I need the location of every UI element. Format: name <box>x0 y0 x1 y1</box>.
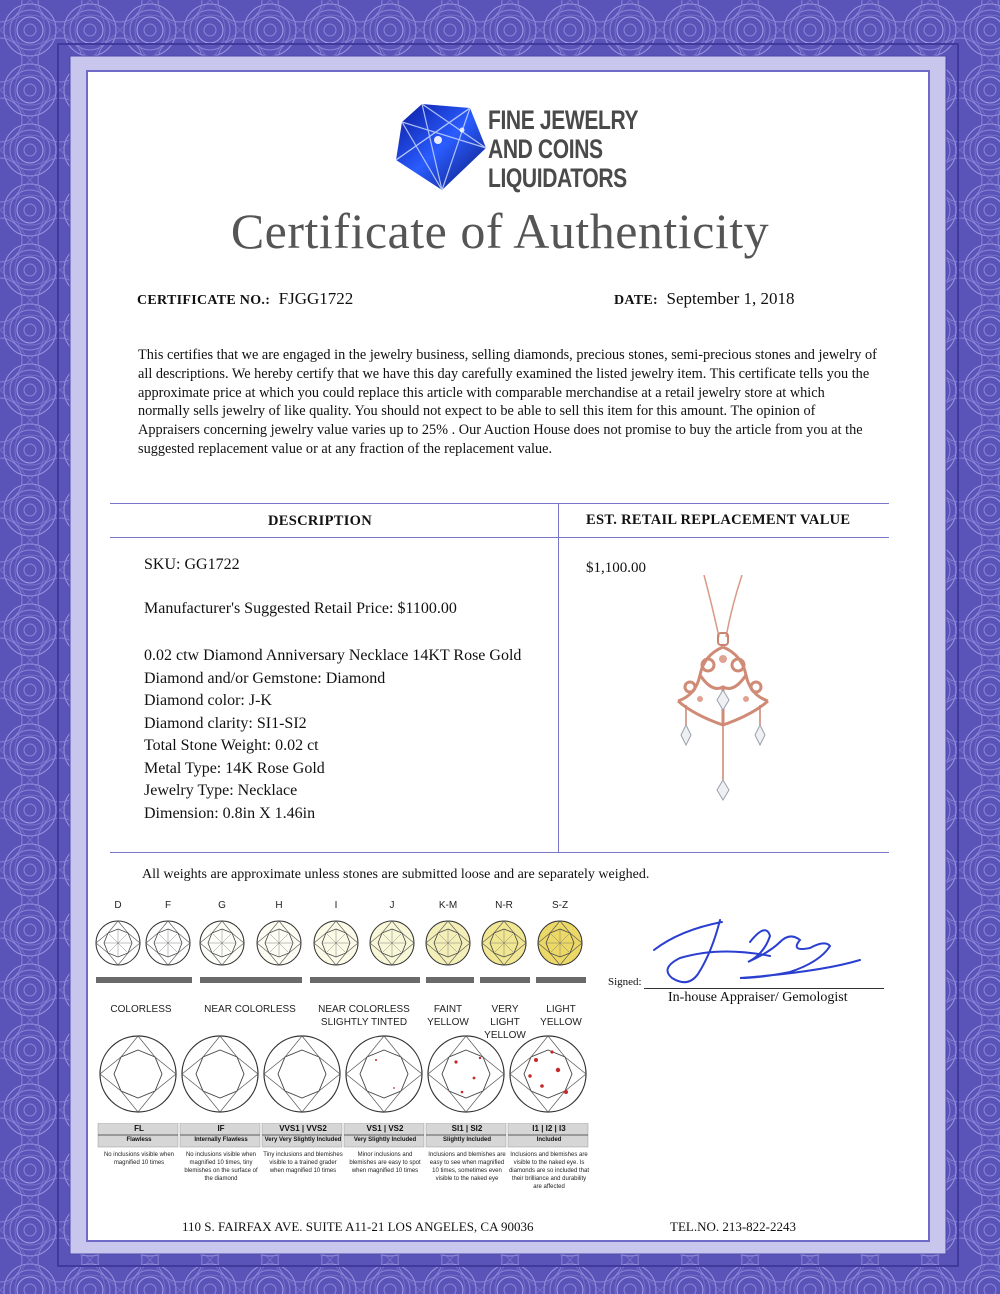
table-top-rule <box>110 503 889 504</box>
clarity-grade: I1 | I2 | I3 <box>532 1124 566 1133</box>
logo-line-3: LIQUIDATORS <box>488 163 627 193</box>
color-category <box>98 1003 184 1016</box>
color-category-line: COLORLESS <box>110 1004 172 1015</box>
page-title: Certificate of Authenticity <box>230 203 770 259</box>
color-grade-label: H <box>275 900 283 911</box>
clarity-scale-diamonds <box>96 1030 592 1124</box>
certificate-date <box>614 289 794 309</box>
color-category-line: YELLOW <box>540 1017 582 1028</box>
sku: SKU: GG1722 <box>144 556 240 573</box>
clarity-grade: VS1 | VS2 <box>366 1124 404 1133</box>
color-category <box>198 1003 302 1016</box>
color-category-line: SLIGHTLY TINTED <box>320 1017 408 1028</box>
diamond-color-h-icon <box>257 921 301 965</box>
clarity-grade: FL <box>134 1124 144 1133</box>
clarity-description: No inclusions visible when magnified 10 times, tiny blemishes on the surface of the diamond <box>184 1152 258 1182</box>
footer-address: 110 S. FAIRFAX AVE. SUITE A11-21 LOS ANGELES, CA 90036 <box>182 1219 534 1234</box>
company-logo-text <box>488 106 638 193</box>
color-category-line: LIGHT <box>546 1004 576 1015</box>
clarity-vvs-icon <box>264 1036 340 1112</box>
clarity-name: Slightly Included <box>442 1137 491 1143</box>
color-grade-label: J <box>389 900 395 911</box>
clarity-name: Included <box>536 1137 562 1143</box>
clarity-vs-icon <box>346 1036 422 1112</box>
color-category <box>308 1003 420 1029</box>
diamond-color-j-icon <box>370 921 414 965</box>
color-grade-label: N-R <box>495 900 513 911</box>
color-grade-label: S-Z <box>551 900 569 911</box>
color-grade-label: I <box>334 900 338 911</box>
color-category <box>534 1003 588 1029</box>
diamond-color-sz-icon <box>538 921 582 965</box>
description-line: Diamond color: J-K <box>144 692 272 709</box>
diamond-color-km-icon <box>426 921 470 965</box>
clarity-description: Inclusions and blemishes are visible to the naked eye. Is diamonds are so included that their brilliance and durability are affected <box>508 1152 590 1190</box>
certificate-number-value: FJGG1722 <box>278 289 354 308</box>
color-category-line: YELLOW <box>427 1017 469 1028</box>
msrp: Manufacturer's Suggested Retail Price: $1100.00 <box>144 600 457 617</box>
clarity-name: Very Very Slightly Included <box>264 1137 342 1143</box>
color-grade-label: F <box>164 900 172 911</box>
clarity-description: Tiny inclusions and blemishes visible to a trained grader when magnified 10 times <box>263 1152 343 1174</box>
clarity-name: Internally Flawless <box>194 1137 248 1143</box>
color-category-line: NEAR COLORLESS <box>318 1004 410 1015</box>
necklace-image <box>664 575 784 815</box>
color-category-line: FAINT <box>433 1004 463 1015</box>
clarity-fl-icon <box>100 1036 176 1112</box>
table-bottom-rule <box>110 852 889 853</box>
diamond-color-nr-icon <box>482 921 526 965</box>
diamond-color-i-icon <box>314 921 358 965</box>
diamond-color-d-icon <box>96 921 140 965</box>
description-details <box>144 645 521 825</box>
color-grade-label: G <box>218 900 226 911</box>
clarity-grade: VVS1 | VVS2 <box>279 1124 327 1133</box>
clarity-name: Flawless <box>126 1137 152 1143</box>
clarity-grade: SI1 | SI2 <box>451 1124 483 1133</box>
clarity-si-icon <box>428 1036 504 1112</box>
clarity-if-icon <box>182 1036 258 1112</box>
clarity-description: Minor inclusions and blemishes are easy to spot when magnified 10 times <box>349 1152 421 1174</box>
replacement-value: $1,100.00 <box>586 560 646 576</box>
diamond-color-f-icon <box>146 921 190 965</box>
value-header: EST. RETAIL REPLACEMENT VALUE <box>586 512 851 528</box>
clarity-i-icon <box>510 1036 586 1112</box>
description-line: Dimension: 0.8in X 1.46in <box>144 804 316 822</box>
description-line: Diamond and/or Gemstone: Diamond <box>144 669 386 687</box>
clarity-name: Very Slightly Included <box>353 1137 417 1143</box>
description-line: Diamond clarity: SI1-SI2 <box>144 714 307 732</box>
signature-image <box>650 912 870 992</box>
table-column-divider <box>558 503 559 852</box>
description-line: 0.02 ctw Diamond Anniversary Necklace 14KT Rose Gold <box>144 647 522 664</box>
table-header-rule <box>110 537 889 538</box>
color-grade-label: D <box>114 900 122 911</box>
color-scale-diamonds <box>92 915 592 995</box>
clarity-description: No inclusions visible when magnified 10 times <box>103 1152 175 1166</box>
color-category-line: YELLOW <box>484 1030 526 1041</box>
signed-label: Signed: <box>608 976 642 988</box>
date-label: DATE: <box>614 293 659 308</box>
date-value: September 1, 2018 <box>666 289 795 308</box>
color-category <box>420 1003 476 1029</box>
description-line: Metal Type: 14K Rose Gold <box>144 759 325 777</box>
certification-statement: This certifies that we are engaged in the jewelry business, selling diamonds, precious stones, semi-precious stones and jewelry of all descriptions. We hereby certify that we have this day carefully examined the listed jewelry item. This certificate tells you the approximate price at which you could replace this article with comparable merchandise at a retail jewelry store at which normally sells jewelry of like quality. You should not expect to be able to sell this item for this amount. The opinion of Appraisers concerning jewelry value varies up to 25% . Our Auction House does not promise to buy the article from you at the suggested replacement value or at any fraction of the replacement value. <box>138 347 877 457</box>
weights-note: All weights are approximate unless stones are submitted loose and are separately weighed. <box>142 867 650 882</box>
description-header: DESCRIPTION <box>268 513 373 529</box>
color-grade-label: K-M <box>438 900 458 911</box>
logo-line-2: AND COINS <box>488 134 603 164</box>
diamond-color-g-icon <box>200 921 244 965</box>
footer-phone: TEL.NO. 213-822-2243 <box>670 1219 797 1234</box>
diamond-logo-icon <box>392 100 488 192</box>
appraiser-title: In-house Appraiser/ Gemologist <box>668 990 848 1005</box>
description-line: Total Stone Weight: 0.02 ct <box>144 737 319 754</box>
logo-line-1: FINE JEWELRY <box>488 105 639 135</box>
certificate-number-label: CERTIFICATE NO.: <box>137 293 271 308</box>
color-category-line: NEAR COLORLESS <box>204 1004 296 1015</box>
clarity-grade: IF <box>217 1124 225 1133</box>
certificate-number <box>137 289 353 309</box>
description-line: Jewelry Type: Necklace <box>144 782 298 799</box>
clarity-description: Inclusions and blemishes are easy to see when magnified 10 times, sometimes even visible to the naked eye <box>428 1152 506 1182</box>
color-category-line: VERY LIGHT <box>490 1004 520 1028</box>
